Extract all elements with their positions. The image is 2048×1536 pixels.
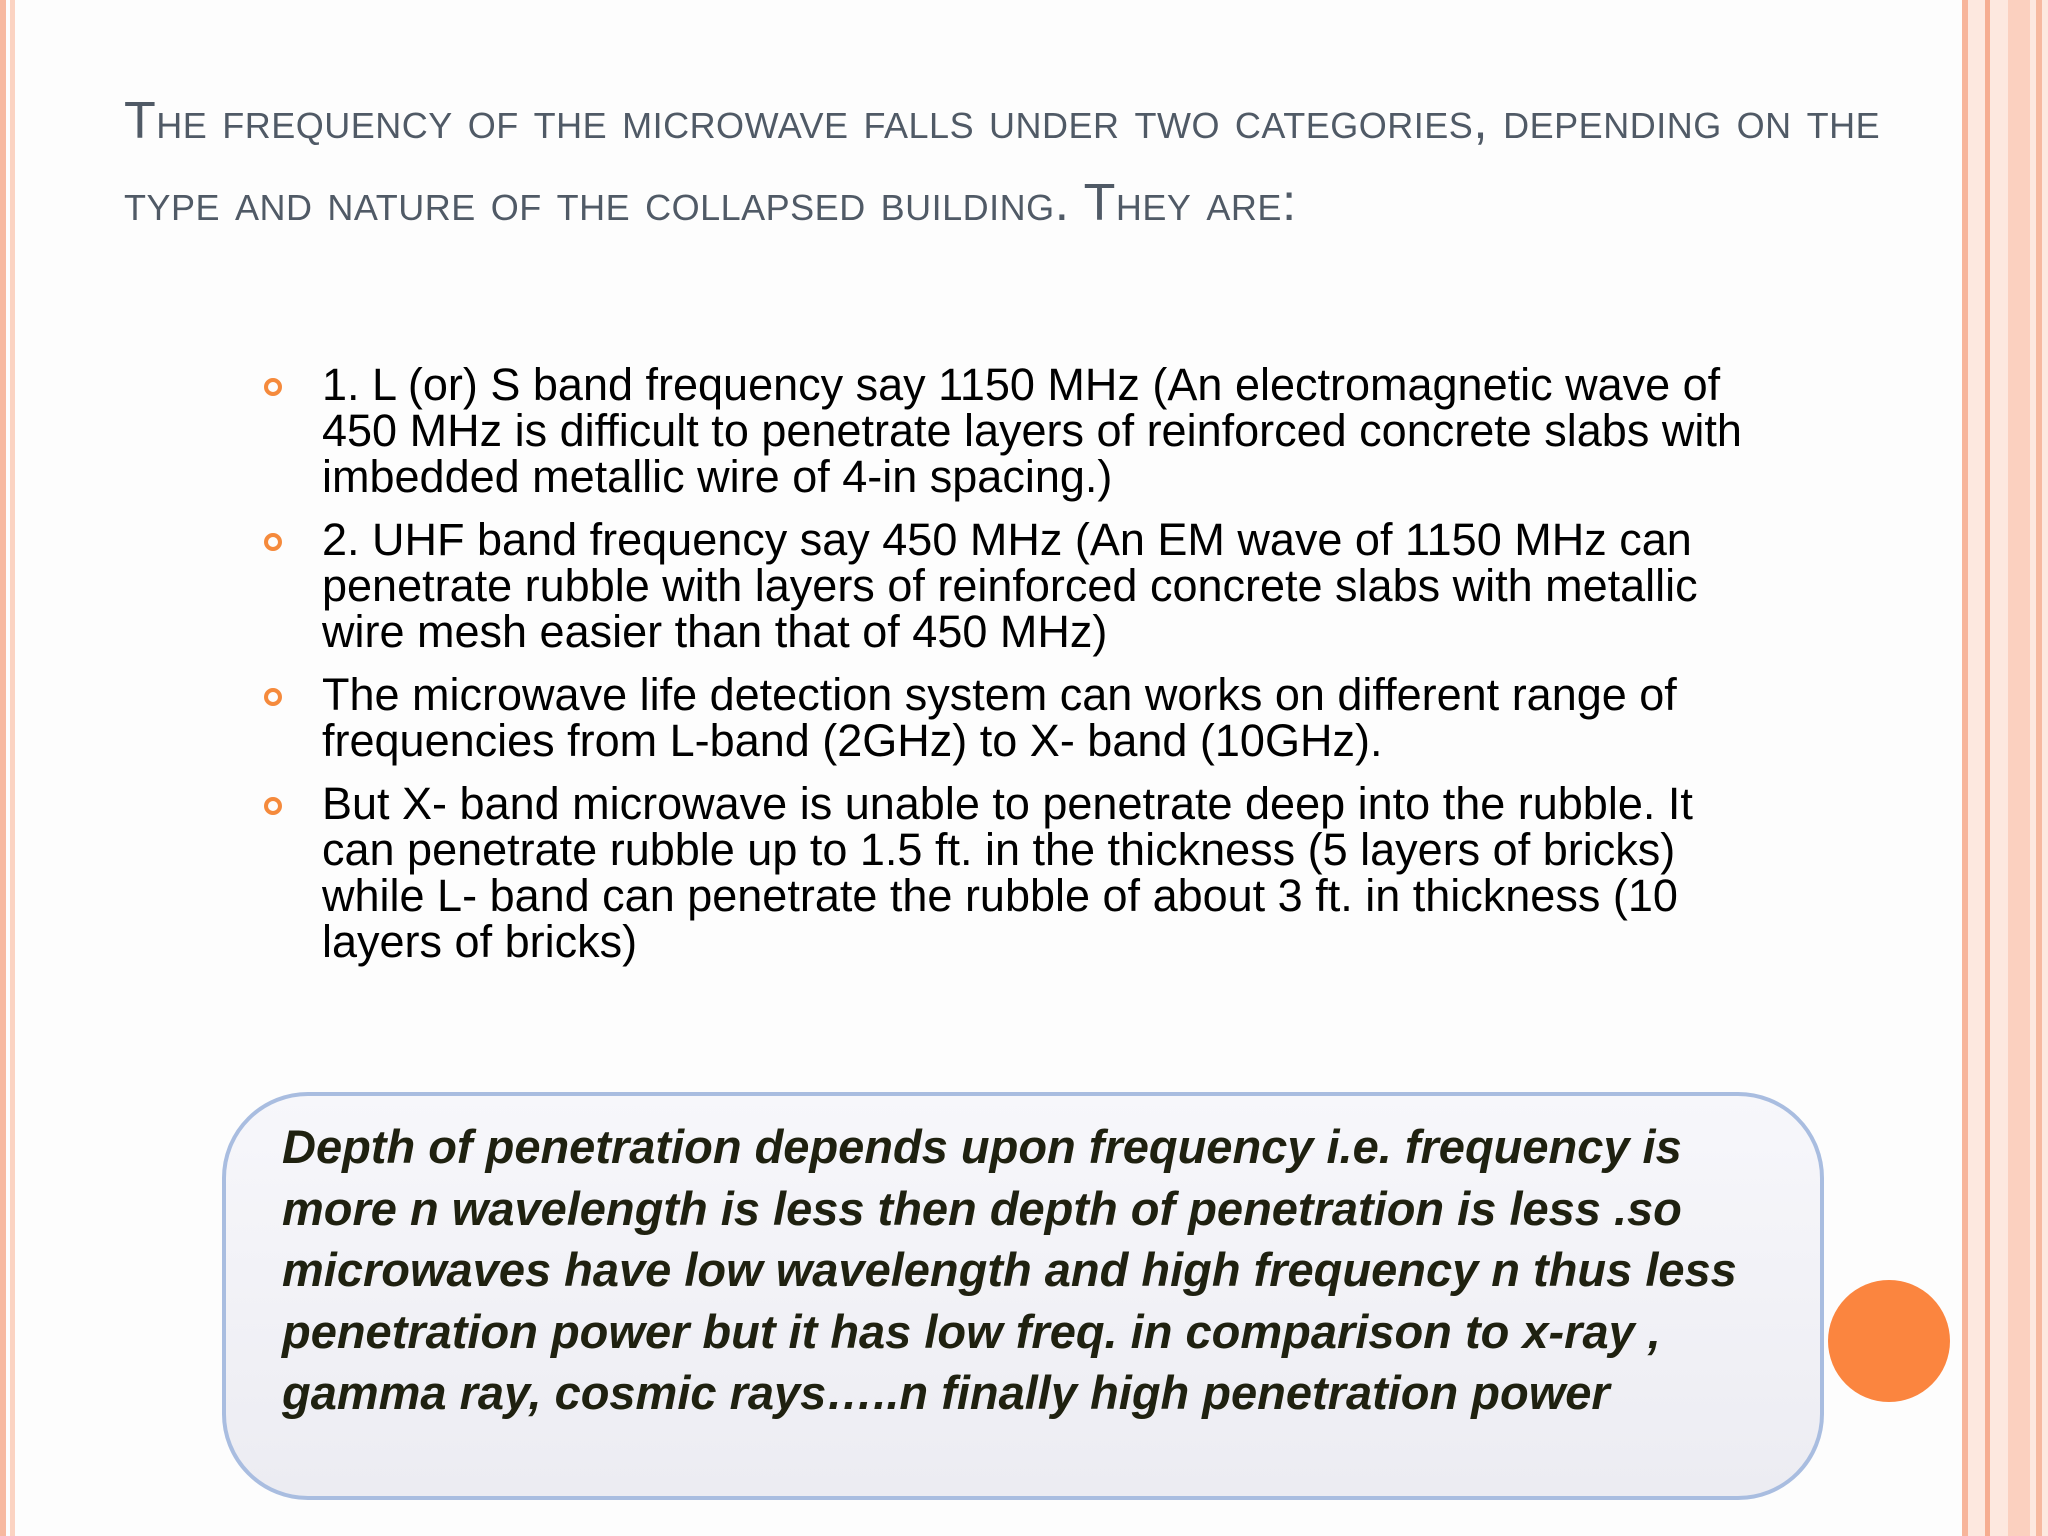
hollow-circle-bullet-icon: [264, 533, 282, 551]
hollow-circle-bullet-icon: [264, 378, 282, 396]
bullet-text: But X- band microwave is unable to penetrate deep into the rubble. It can penetrate rubble up to 1.5 ft. in the thickness (5 layers of bricks) while L- band can penetrate the rubble of about 3 ft. in thickness (10 layers of bricks): [322, 778, 1693, 967]
slide-title: The frequency of the microwave falls under two categories, depending on the type and nature of the collapsed building. They are:: [124, 92, 1881, 232]
bullet-list: [262, 359, 1762, 982]
bullet-text: 1. L (or) S band frequency say 1150 MHz (An electromagnetic wave of 450 MHz is difficult to penetrate layers of reinforced concrete slabs with imbedded metallic wire of 4-in spacing.): [322, 359, 1742, 502]
right-decorative-stripe-2: [1985, 0, 1990, 1536]
bullet-text: The microwave life detection system can works on different range of frequencies from L-band (2GHz) to X- band (10GHz).: [322, 669, 1677, 766]
bullet-item: [262, 778, 1762, 967]
left-decorative-stripe-inner: [10, 0, 15, 1536]
hollow-circle-bullet-icon: [264, 797, 282, 815]
callout-box: [222, 1092, 1824, 1500]
hollow-circle-bullet-icon: [264, 688, 282, 706]
right-decorative-stripe-1: [1962, 0, 1968, 1536]
right-decorative-stripe-4: [2036, 0, 2042, 1536]
right-decorative-stripe-3: [2008, 0, 2030, 1536]
bullet-item: [262, 669, 1762, 766]
bullet-item: [262, 359, 1762, 502]
orange-circle-decoration: [1828, 1280, 1950, 1402]
callout-text: Depth of penetration depends upon frequency i.e. frequency is more n wavelength is less then depth of penetration is less .so microwaves have low wavelength and high frequency n thus less penetration power but it has low freq. in comparison to x-ray , gamma ray, cosmic rays…..n finally high penetration power: [282, 1120, 1737, 1419]
bullet-text: 2. UHF band frequency say 450 MHz (An EM wave of 1150 MHz can penetrate rubble with layers of reinforced concrete slabs with metallic wire mesh easier than that of 450 MHz): [322, 514, 1698, 657]
bullet-item: [262, 514, 1762, 657]
left-decorative-stripe: [0, 0, 6, 1536]
